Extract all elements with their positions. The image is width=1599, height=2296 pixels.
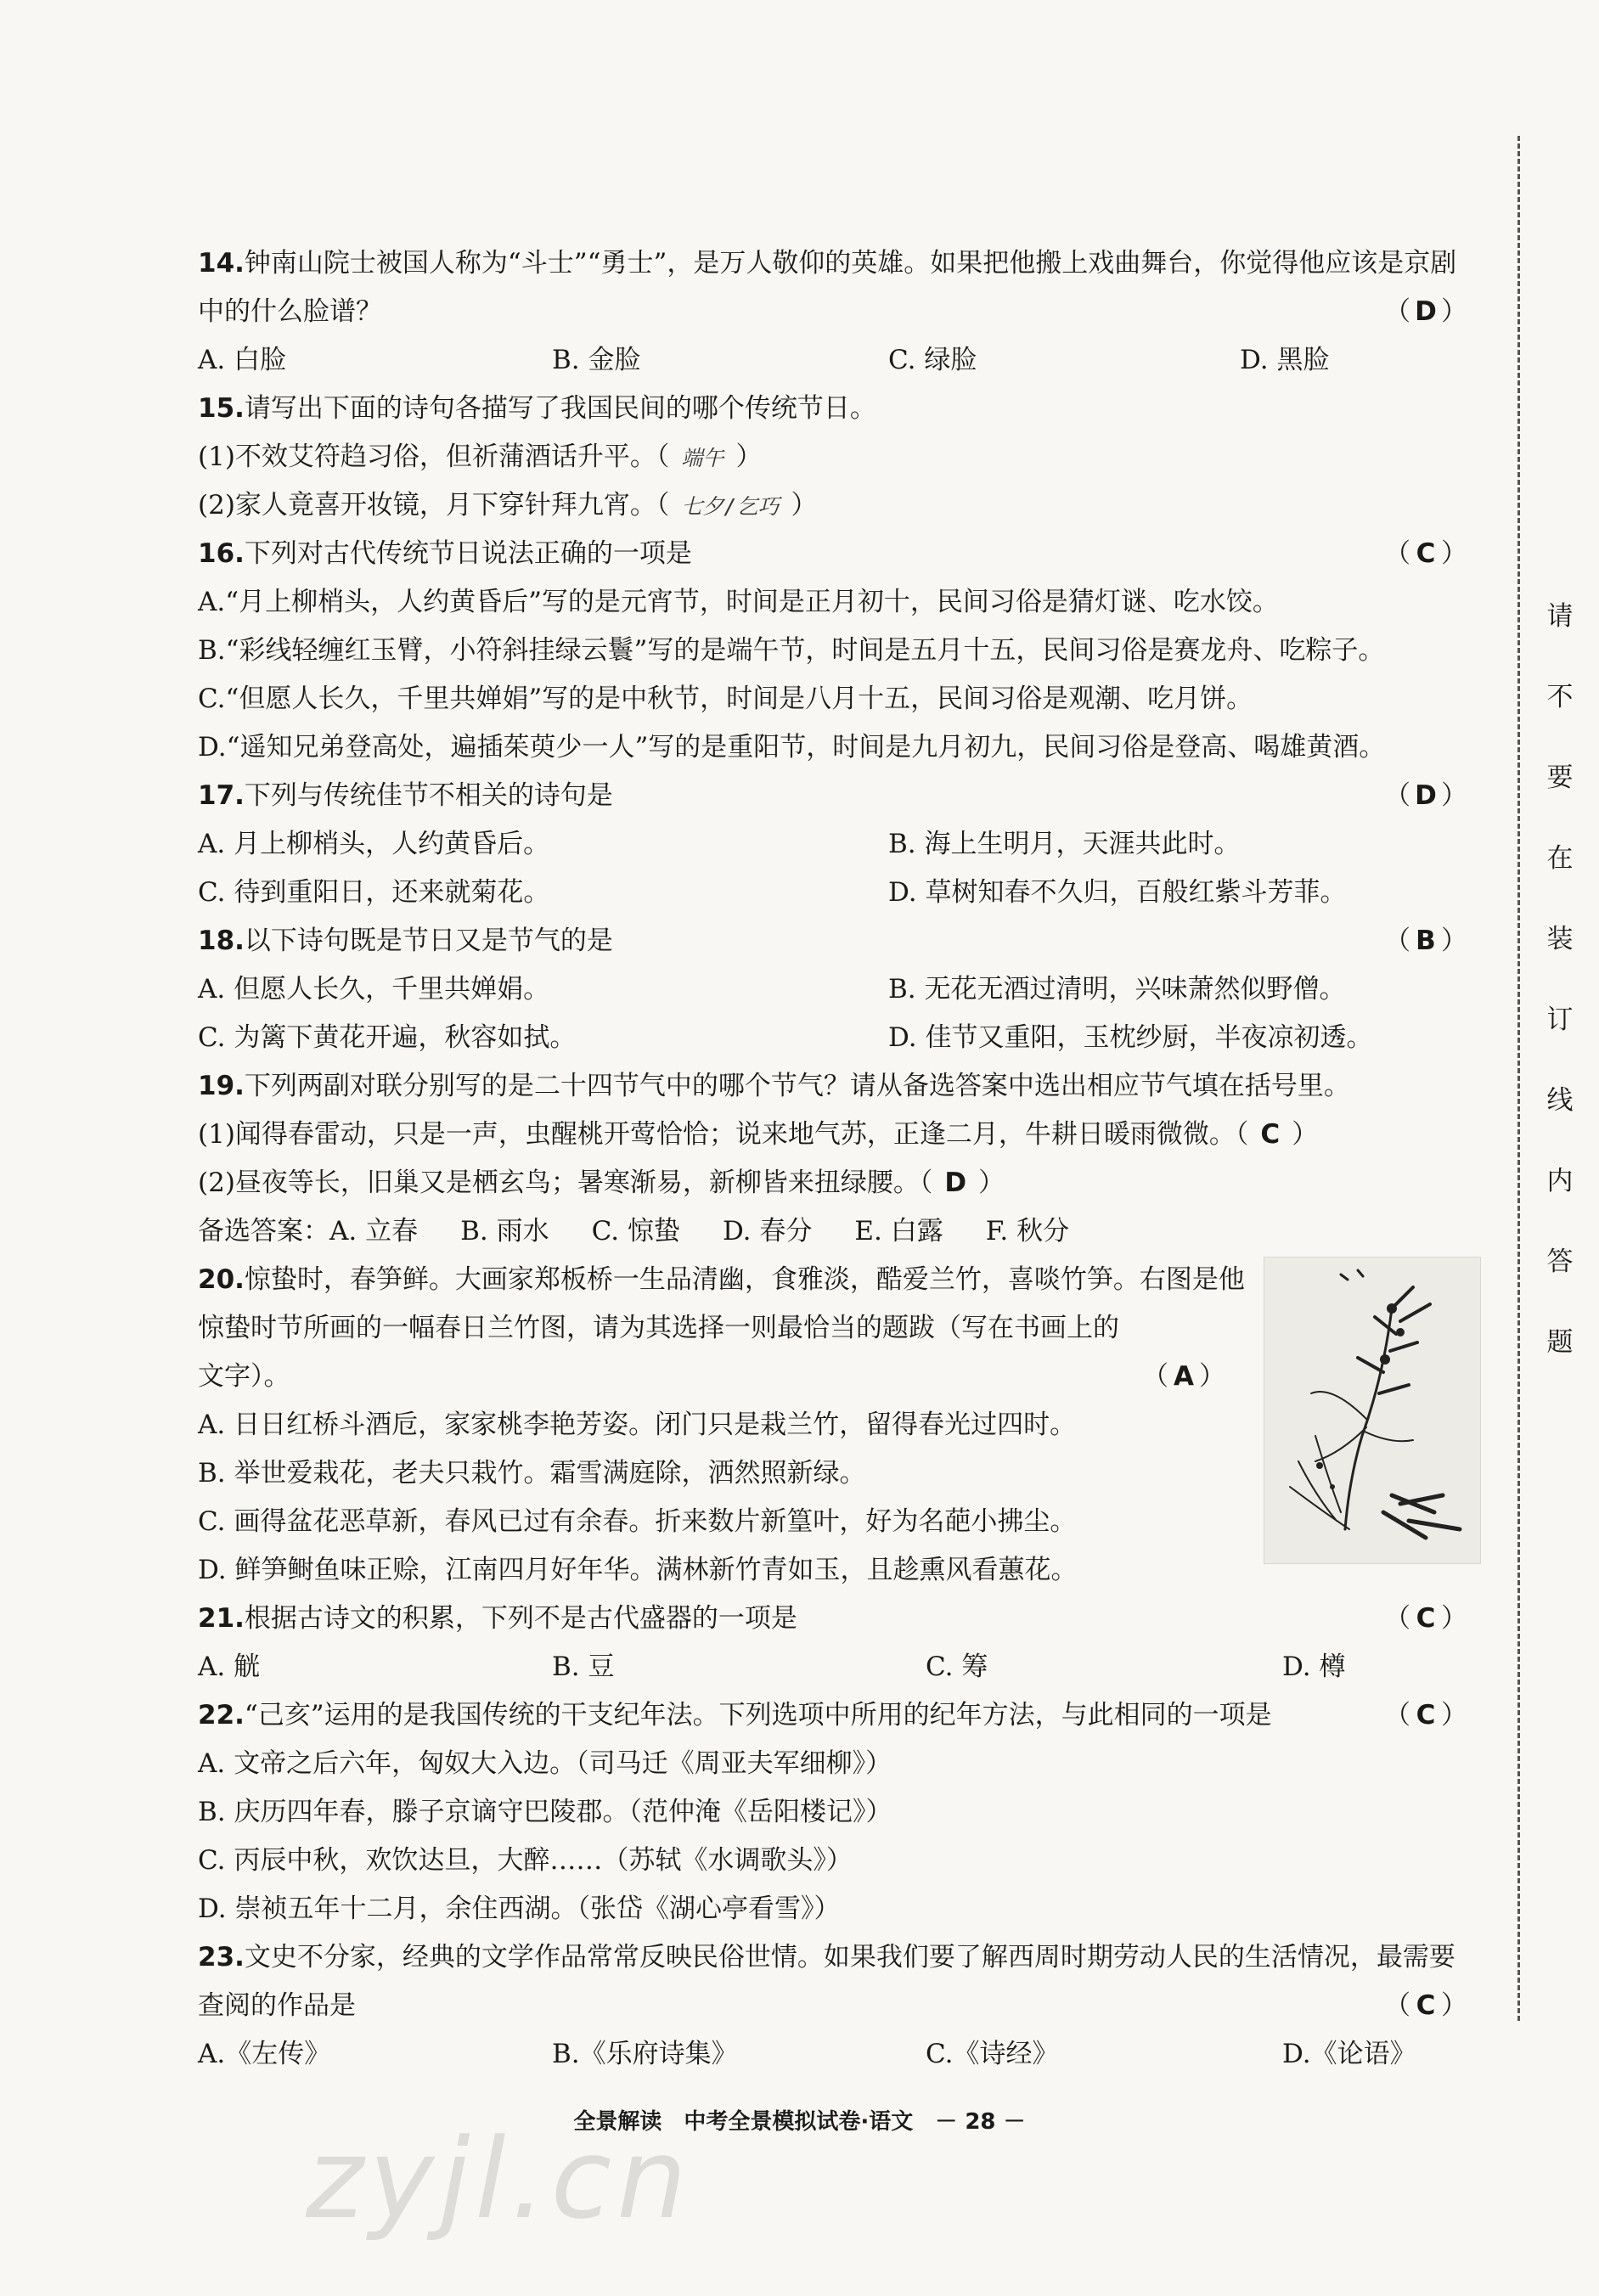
q14-option-a: A. 白脸 (198, 345, 287, 375)
q22-option-d: D. 崇祯五年十二月，余住西湖。（张岱《湖心亭看雪》） (198, 1894, 841, 1924)
q16-answer: （ C ） (1384, 538, 1467, 569)
q17-option-a: A. 月上柳梢头，人约黄昏后。 (198, 829, 550, 859)
q17-stem: 17.下列与传统佳节不相关的诗句是 (198, 780, 613, 811)
q14-number: 14. (198, 248, 245, 279)
q20-option-a: A. 日日红桥斗酒卮，家家桃李艳芳姿。闭门只是栽兰竹，留得春光过四时。 (198, 1410, 1077, 1440)
q17-answer: （ D ） (1384, 780, 1467, 811)
q22-number: 22. (198, 1700, 245, 1730)
q16-option-c: C.“但愿人长久，千里共婵娟”写的是中秋节，时间是八月十五，民间习俗是观潮、吃月饼。 (198, 684, 1253, 714)
side-char-6: 订 (1546, 1004, 1574, 1035)
q18-option-a: A. 但愿人长久，千里共婵娟。 (198, 974, 550, 1004)
q19-item-1: (1)闻得春雷动，只是一声，虫醒桃开莺恰恰；说来地气苏，正逢二月，牛耕日暖雨微微。（ C ） (198, 1119, 1319, 1150)
q16-option-b: B.“彩线轻缠红玉臂，小符斜挂绿云鬟”写的是端午节，时间是五月十五，民间习俗是赛龙舟、吃粽子。 (198, 635, 1385, 666)
q20-option-d: D. 鲜笋鲥鱼味正赊，江南四月好年华。满林新竹青如玉，且趁熏风看蕙花。 (198, 1555, 1078, 1585)
q18-option-d: D. 佳节又重阳，玉枕纱厨，半夜凉初透。 (888, 1022, 1373, 1053)
watermark: zyjl.cn (306, 2114, 692, 2243)
side-char-8: 内 (1546, 1166, 1574, 1196)
q14-option-c: C. 绿脸 (888, 345, 977, 375)
q16-option-d: D.“遥知兄弟登高处，遍插茱萸少一人”写的是重阳节，时间是九月初九，民间习俗是登高、喝雄黄酒。 (198, 732, 1386, 763)
side-char-4: 在 (1546, 843, 1574, 874)
q17-option-c: C. 待到重阳日，还来就菊花。 (198, 877, 550, 908)
page-footer: 全景解读 中考全景模拟试卷·语文 － 28 － (573, 2109, 1026, 2135)
q23-number: 23. (198, 1942, 245, 1972)
side-char-7: 线 (1546, 1085, 1574, 1116)
q23-stem-line-2: 查阅的作品是 (198, 1990, 356, 2021)
q18-option-c: C. 为篱下黄花开遍，秋容如拭。 (198, 1022, 577, 1053)
q23-option-c: C.《诗经》 (926, 2039, 1059, 2069)
q17-option-b: B. 海上生明月，天涯共此时。 (888, 829, 1241, 859)
q14-option-b: B. 金脸 (552, 345, 641, 375)
q18-answer: （ B ） (1384, 926, 1467, 956)
q21-answer: （ C ） (1384, 1603, 1467, 1634)
q23-option-a: A.《左传》 (198, 2039, 331, 2069)
q14-stem-line-2: 中的什么脸谱？ (198, 296, 382, 327)
q15-answer-1: 端午 (681, 446, 724, 470)
side-char-2: 不 (1546, 682, 1574, 712)
q22-option-b: B. 庆历四年春，滕子京谪守巴陵郡。（范仲淹《岳阳楼记》） (198, 1797, 892, 1827)
orchid-bamboo-image (1264, 1258, 1480, 1563)
q15-item-2: (2)家人竟喜开妆镜，月下穿针拜九宵。（ 七夕/乞巧 ） (198, 490, 818, 521)
q18-number: 18. (198, 926, 245, 956)
q19-item-2: (2)昼夜等长，旧巢又是栖玄鸟；暑寒渐易，新柳皆来扭绿腰。（ D ） (198, 1168, 1005, 1198)
q21-option-b: B. 豆 (552, 1652, 615, 1682)
q14-answer: （ D ） (1384, 296, 1467, 327)
q21-stem: 21.根据古诗文的积累，下列不是古代盛器的一项是 (198, 1603, 797, 1634)
q19-answer-1: C (1260, 1119, 1281, 1150)
q15-item-1: (1)不效艾符趋习俗，但祈蒲酒话升平。（ 端午 ） (198, 442, 763, 472)
q16-stem: 16.下列对古代传统节日说法正确的一项是 (198, 538, 692, 569)
q18-option-b: B. 无花无酒过清明，兴味萧然似野僧。 (888, 974, 1346, 1004)
q19-choices: 备选答案：A. 立春 B. 雨水 C. 惊蛰 D. 春分 E. 白露 F. 秋分 (198, 1216, 1070, 1246)
q23-stem-line-1: 23.文史不分家，经典的文学作品常常反映民俗世情。如果我们要了解西周时期劳动人民的生活情况，最需要 (198, 1942, 1455, 1972)
q14-stem-line-1: 14.钟南山院士被国人称为“斗士”“勇士”，是万人敬仰的英雄。如果把他搬上戏曲舞台，你觉得他应该是京剧 (198, 248, 1457, 279)
q23-answer: （ C ） (1384, 1990, 1467, 2021)
q20-answer: （ A ） (1142, 1361, 1225, 1392)
q17-number: 17. (198, 780, 245, 811)
q15-stem: 15.请写出下面的诗句各描写了我国民间的哪个传统节日。 (198, 393, 876, 424)
q17-option-d: D. 草树知春不久归，百般红紫斗芳菲。 (888, 877, 1347, 908)
side-char-10: 题 (1546, 1327, 1574, 1358)
q18-stem: 18.以下诗句既是节日又是节气的是 (198, 926, 613, 956)
q19-number: 19. (198, 1071, 245, 1101)
q22-option-a: A. 文帝之后六年，匈奴大入边。（司马迁《周亚夫军细柳》） (198, 1748, 892, 1779)
q21-number: 21. (198, 1603, 245, 1634)
q21-option-a: A. 觥 (198, 1652, 261, 1682)
q20-option-c: C. 画得盆花恶草新，春风已过有余春。折来数片新篁叶，好为名葩小拂尘。 (198, 1506, 1077, 1537)
q22-stem: 22.“己亥”运用的是我国传统的干支纪年法。下列选项中所用的纪年方法，与此相同的一项是 (198, 1700, 1272, 1730)
binding-line (1517, 136, 1520, 2021)
q15-number: 15. (198, 393, 245, 424)
q21-option-d: D. 樽 (1282, 1652, 1346, 1682)
q20-number: 20. (198, 1264, 245, 1295)
q14-option-d: D. 黑脸 (1240, 345, 1330, 375)
side-char-5: 装 (1546, 924, 1574, 954)
q15-answer-2: 七夕/乞巧 (681, 494, 780, 519)
q16-number: 16. (198, 538, 245, 569)
q23-option-b: B.《乐府诗集》 (552, 2039, 738, 2069)
q20-option-b: B. 举世爱栽花，老夫只栽竹。霜雪满庭除，洒然照新绿。 (198, 1458, 866, 1488)
q19-answer-2: D (944, 1168, 967, 1198)
q20-stem-line-2: 惊蛰时节所画的一幅春日兰竹图，请为其选择一则最恰当的题跋（写在书画上的 (198, 1313, 1119, 1343)
q20-stem-line-3: 文字）。 (198, 1361, 290, 1392)
side-char-1: 请 (1546, 601, 1574, 632)
q19-stem: 19.下列两副对联分别写的是二十四节气中的哪个节气？请从备选答案中选出相应节气填在括号里。 (198, 1071, 1350, 1101)
q16-option-a: A.“月上柳梢头，人约黄昏后”写的是元宵节，时间是正月初十，民间习俗是猜灯谜、吃水饺。 (198, 587, 1279, 617)
orchid-bamboo-painting (1264, 1257, 1481, 1564)
q21-option-c: C. 筹 (926, 1652, 988, 1682)
side-char-9: 答 (1546, 1246, 1574, 1277)
q22-answer: （ C ） (1384, 1700, 1467, 1730)
q20-stem-line-1: 20.惊蛰时，春笋鲜。大画家郑板桥一生品清幽，食雅淡，酷爱兰竹，喜啖竹笋。右图是他 (198, 1264, 1245, 1295)
q23-option-d: D.《论语》 (1282, 2039, 1416, 2069)
q22-option-c: C. 丙辰中秋，欢饮达旦，大醉……（苏轼《水调歌头》） (198, 1845, 853, 1876)
side-char-3: 要 (1546, 763, 1574, 793)
